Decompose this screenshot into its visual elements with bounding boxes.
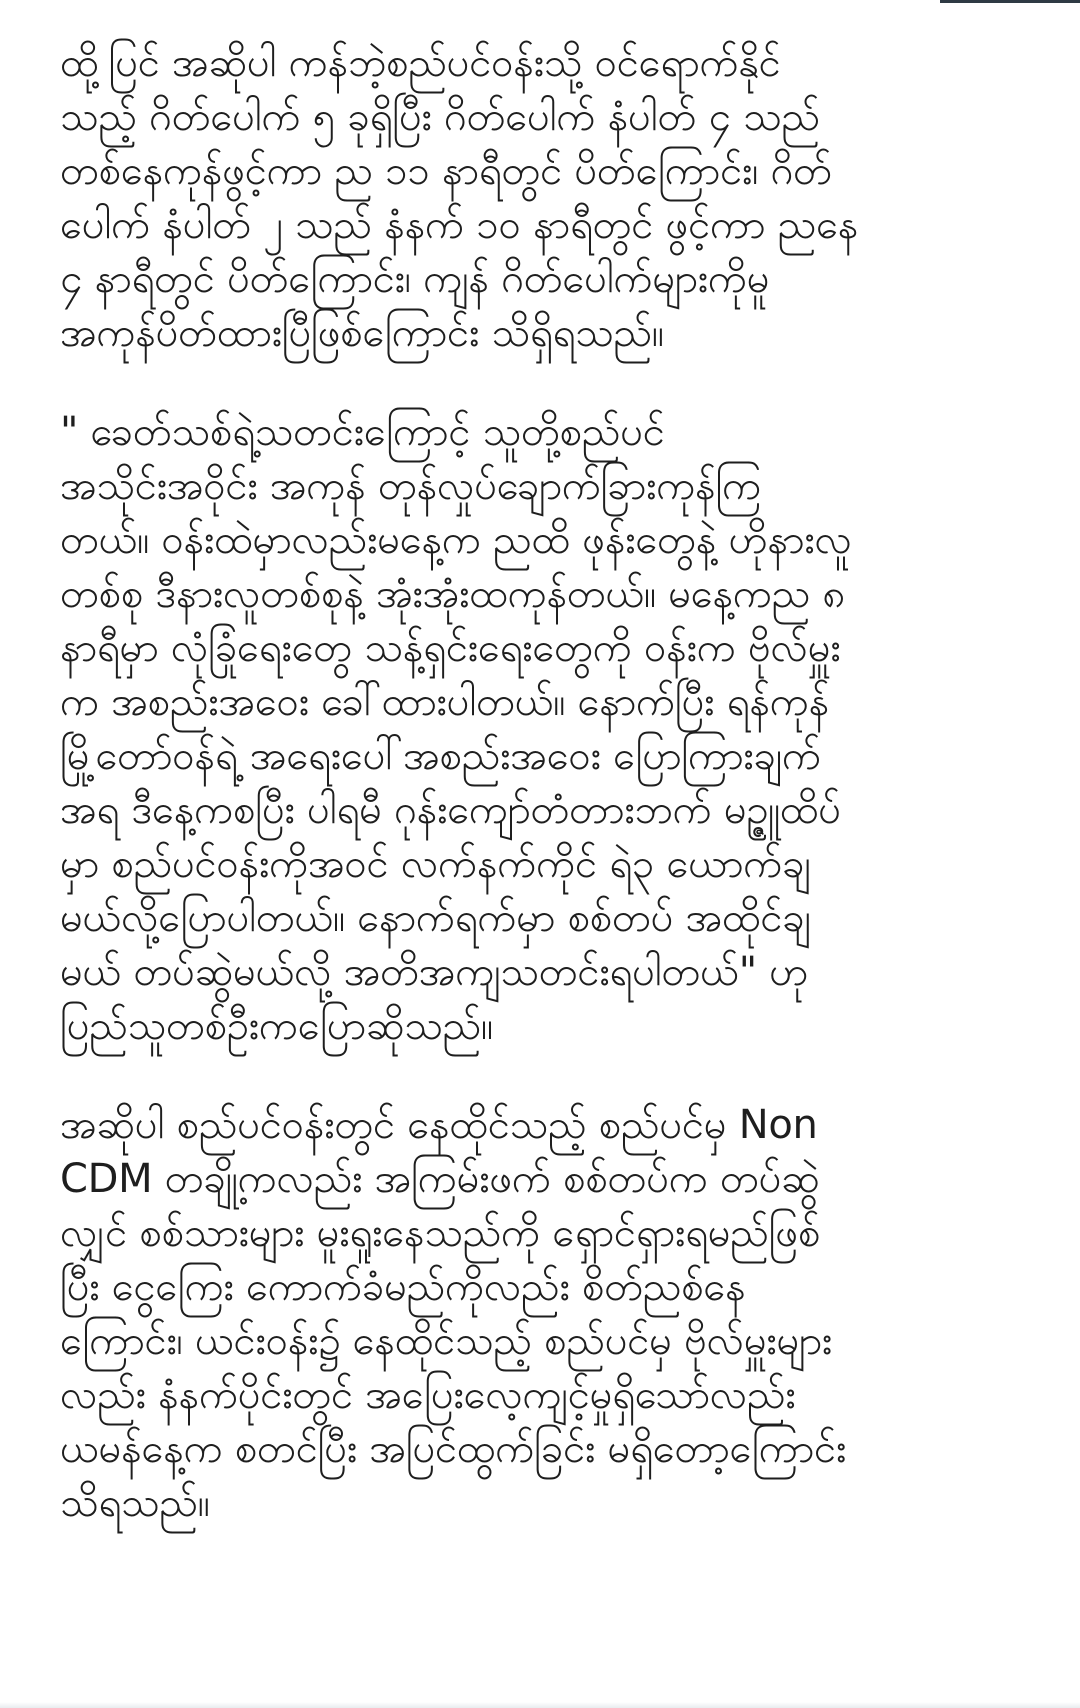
text-line: လျှင် စစ်သားများ မူးရူးနေသည်ကို ရှောင်ရှားရမည်ဖြစ် <box>60 1210 821 1256</box>
text-line: တစ်နေကုန်ဖွင့်ကာ ည ၁၁ နာရီတွင် ပိတ်ကြောင်း၊ ဂိတ် <box>60 148 832 194</box>
text-line: မှာ စည်ပင်ဝန်းကိုအဝင် လက်နက်ကိုင် ရဲ၃ ယောက်ချ <box>60 841 811 887</box>
text-line: အရ ဒီနေ့ကစပြီး ပါရမီ ဂုန်းကျော်တံတားဘက် မဥ္ဇူထိပ် <box>60 787 841 833</box>
paragraph-quote <box>60 405 1035 1053</box>
top-edge-accent <box>940 0 1080 3</box>
text-line: CDM တချို့ကလည်း အကြမ်းဖက် စစ်တပ်က တပ်ဆွဲ <box>60 1156 820 1202</box>
text-line: မြို့တော်ဝန်ရဲ့ အရေးပေါ်အစည်းအဝေး ပြောကြားချက် <box>60 733 821 779</box>
text-line: ကြောင်း၊ ယင်းဝန်း၌ နေထိုင်သည့် စည်ပင်မှ ဗိုလ်မှူးများ <box>60 1318 833 1364</box>
text-line: အကုန်ပိတ်ထားပြီဖြစ်ကြောင်း သိရှိရသည်။ <box>60 310 664 356</box>
text-line: သိရသည်။ <box>60 1480 210 1526</box>
text-line: အဆိုပါ စည်ပင်ဝန်းတွင် နေထိုင်သည့် စည်ပင်မှ Non <box>60 1102 818 1148</box>
text-line: က အစည်းအဝေး ခေါ်ထားပါတယ်။ နောက်ပြီး ရန်ကုန် <box>60 679 829 725</box>
text-line: လည်း နံနက်ပိုင်းတွင် အပြေးလေ့ကျင့်မှုရှိသော်လည်း <box>60 1372 796 1418</box>
text-line: မယ် တပ်ဆွဲမယ်လို့ အတိအကျသတင်းရပါတယ်" ဟု <box>60 949 809 995</box>
text-line: မယ်လို့ပြောပါတယ်။ နောက်ရက်မှာ စစ်တပ် အထိုင်ချ <box>60 895 811 941</box>
text-line: သည့် ဂိတ်ပေါက် ၅ ခုရှိပြီး ဂိတ်ပေါက် နံပါတ် ၄ သည် <box>60 94 820 140</box>
text-line: တယ်။ ဝန်းထဲမှာလည်းမနေ့က ညထိ ဖုန်းတွေနဲ့ ဟိုနားလူ <box>60 517 852 563</box>
paragraph-non-cdm <box>60 1098 1035 1530</box>
text-line: ပြည်သူတစ်ဦးကပြောဆိုသည်။ <box>60 1003 493 1049</box>
text-line: " ခေတ်သစ်ရဲ့သတင်းကြောင့် သူတို့စည်ပင် <box>60 409 665 455</box>
text-line: ၄ နာရီတွင် ပိတ်ကြောင်း၊ ကျန် ဂိတ်ပေါက်များကိုမူ <box>60 256 770 302</box>
text-line: တစ်စု ဒီနားလူတစ်စုနဲ့ အုံးအုံးထကုန်တယ်။ မနေ့ကည ၈ <box>60 571 846 617</box>
paragraph-gates <box>60 36 1035 360</box>
text-line: ယမန်နေ့က စတင်ပြီး အပြင်ထွက်ခြင်း မရှိတော့ကြောင်း <box>60 1426 847 1472</box>
article-body <box>60 36 1035 1575</box>
bottom-edge <box>0 1702 1080 1708</box>
text-line: အသိုင်းအဝိုင်း အကုန် တုန်လှုပ်ချောက်ခြားကုန်ကြ <box>60 463 762 509</box>
text-line: နာရီမှာ လုံခြုံရေးတွေ သန့်ရှင်းရေးတွေကို ဝန်းက ဗိုလ်မှူး <box>60 625 841 671</box>
text-line: ထို့ပြင် အဆိုပါ ကန်ဘဲ့စည်ပင်ဝန်းသို့ ဝင်ရောက်နိုင် <box>60 40 781 86</box>
text-line: ပြီး ငွေကြေး ကောက်ခံမည်ကိုလည်း စိတ်ညစ်နေ <box>60 1264 746 1310</box>
text-line: ပေါက် နံပါတ် ၂ သည် နံနက် ၁၀ နာရီတွင် ဖွင့်ကာ ညနေ <box>60 202 859 248</box>
